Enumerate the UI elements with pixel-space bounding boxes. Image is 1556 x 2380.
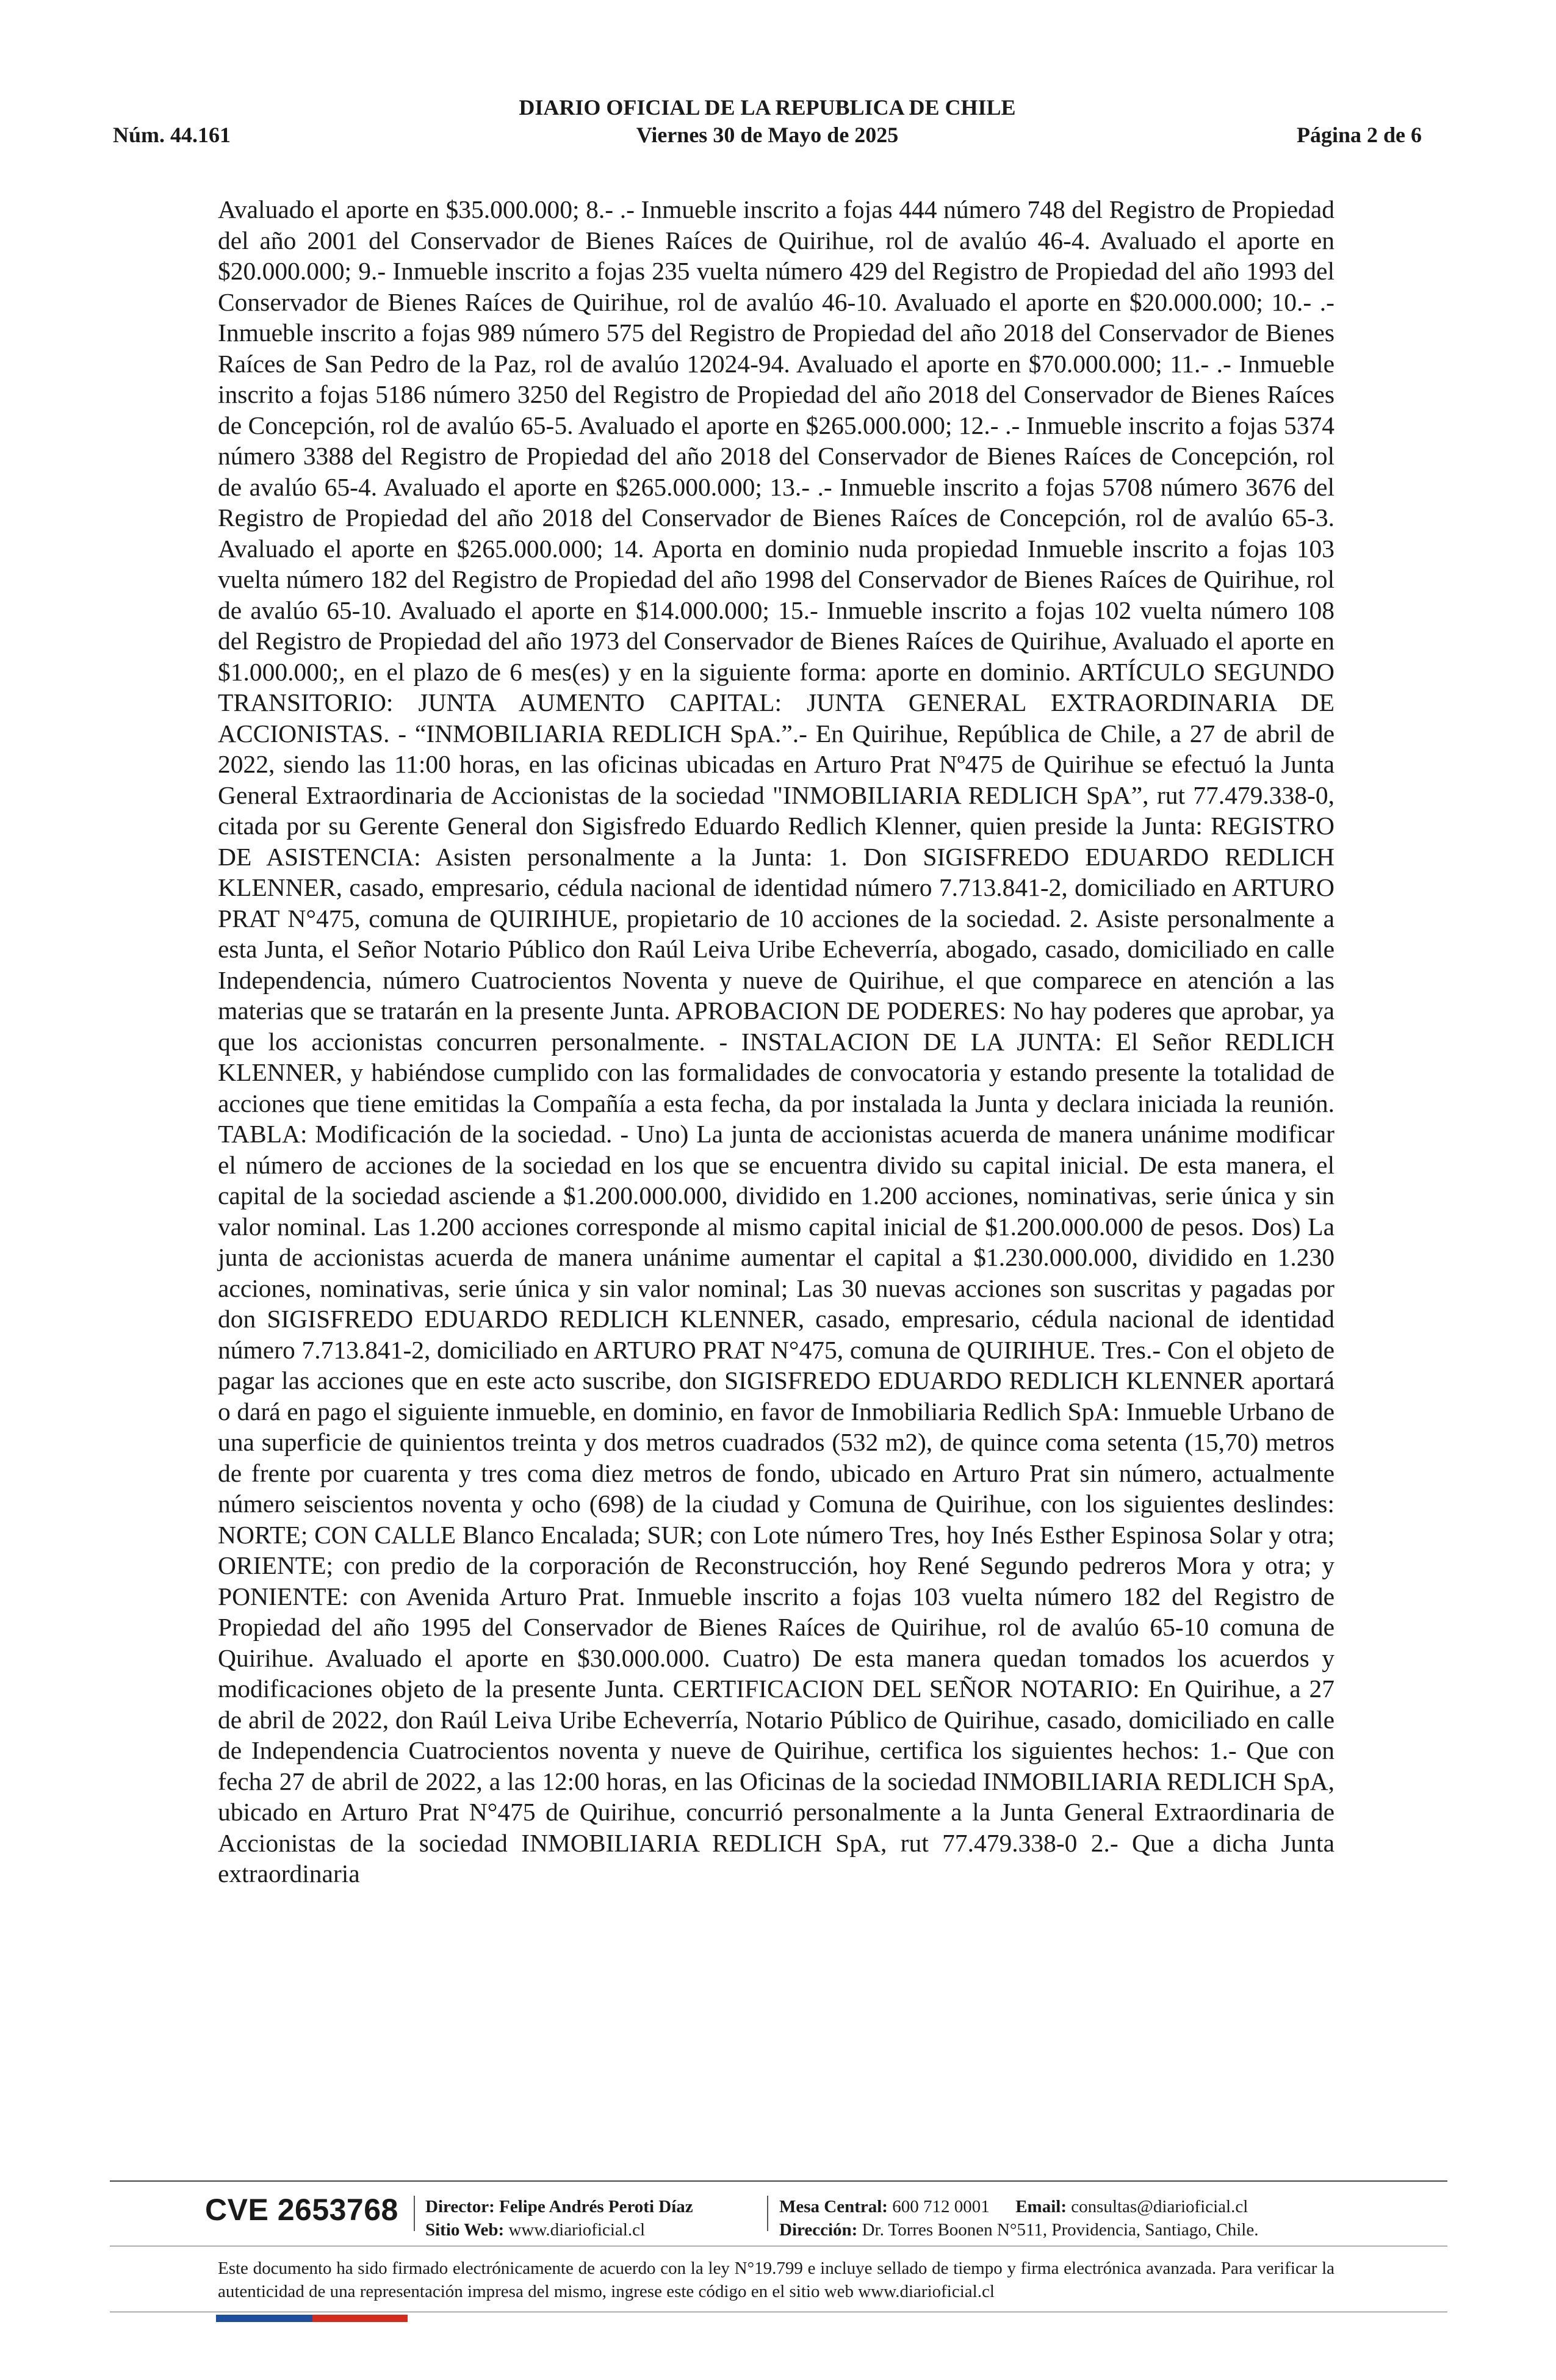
email-label: Email: (1015, 2197, 1067, 2216)
cve-code: CVE 2653768 (205, 2193, 398, 2227)
flag-red-segment (312, 2315, 408, 2322)
legal-notice: Este documento ha sido firmado electrónicamente de acuerdo con la ley N°19.799 e incluye sellado de tiempo y firma electrónica avanzada. Para verificar la autenticidad de una representación impresa del mismo, ingrese este código en el sitio web www.diarioficial.cl (218, 2259, 1334, 2301)
website-label: Sitio Web: (425, 2220, 505, 2240)
publication-date: Viernes 30 de Mayo de 2025 (636, 123, 899, 147)
address-label: Dirección: (779, 2220, 858, 2240)
footer-separator (414, 2196, 415, 2231)
website-link[interactable]: www.diarioficial.cl (508, 2220, 646, 2240)
publication-title: DIARIO OFICIAL DE LA REPUBLICA DE CHILE (519, 95, 1016, 120)
director-name: Felipe Andrés Peroti Díaz (499, 2197, 693, 2216)
footer-director-block (425, 2195, 693, 2241)
email-address[interactable]: consultas@diarioficial.cl (1071, 2197, 1248, 2216)
flag-stripe (216, 2315, 408, 2322)
issue-number: Núm. 44.161 (113, 123, 231, 147)
phone-label: Mesa Central: (779, 2197, 888, 2216)
page-header (113, 95, 1422, 150)
address-text: Dr. Torres Boonen N°511, Providencia, Santiago, Chile. (862, 2220, 1259, 2240)
footer-separator (767, 2196, 768, 2231)
page-indicator: Página 2 de 6 (1296, 123, 1422, 147)
phone-number: 600 712 0001 (892, 2197, 990, 2216)
footer-contact-block (779, 2195, 1258, 2241)
director-label: Director: (425, 2197, 495, 2216)
flag-blue-segment (216, 2315, 312, 2322)
footer-divider (110, 2180, 1447, 2182)
body-text: Avaluado el aporte en $35.000.000; 8.- .- Inmueble inscrito a fojas 444 número 748 del Registro de Propiedad del año 2001 del Conservador de Bienes Raíces de Quirihue, rol de avalúo 46-4. Avaluado el aporte en $20.000.000; 9.- Inmueble inscrito a fojas 235 vuelta número 429 del Registro de Propiedad del año 1993 del Conservador de Bienes Raíces de Quirihue, rol de avalúo 46-10. Avaluado el aporte en $20.000.000; 10.- .- Inmueble inscrito a fojas 989 número 575 del Registro de Propiedad del año 2018 del Conservador de Bienes Raíces de San Pedro de la Paz, rol de avalúo 12024-94. Avaluado el aporte en $70.000.000; 11.- .- Inmueble inscrito a fojas 5186 número 3250 del Registro de Propiedad del año 2018 del Conservador de Bienes Raíces de Concepción, rol de avalúo 65-5. Avaluado el aporte en $265.000.000; 12.- .- Inmueble inscrito a fojas 5374 número 3388 del Registro de Propiedad del año 2018 del Conservador de Bienes Raíces de Concepción, rol de avalúo 65-4. Avaluado el aporte en $265.000.000; 13.- .- Inmueble inscrito a fojas 5708 número 3676 del Registro de Propiedad del año 2018 del Conservador de Bienes Raíces de Concepción, rol de avalúo 65-3. Avaluado el aporte en $265.000.000; 14. Aporta en dominio nuda propiedad Inmueble inscrito a fojas 103 vuelta número 182 del Registro de Propiedad del año 1998 del Conservador de Bienes Raíces de Quirihue, rol de avalúo 65-10. Avaluado el aporte en $14.000.000; 15.- Inmueble inscrito a fojas 102 vuelta número 108 del Registro de Propiedad del año 1973 del Conservador de Bienes Raíces de Quirihue, Avaluado el aporte en $1.000.000;, en el plazo de 6 mes(es) y en la siguiente forma: aporte en dominio. ARTÍCULO SEGUNDO TRANSITORIO: JUNTA AUMENTO CAPITAL: JUNTA GENERAL EXTRAORDINARIA DE ACCIONISTAS. - “INMOBILIARIA REDLICH SpA.”.- En Quirihue, República de Chile, a 27 de abril de 2022, siendo las 11:00 horas, en las oficinas ubicadas en Arturo Prat Nº475 de Quirihue se efectuó la Junta General Extraordinaria de Accionistas de la sociedad "INMOBILIARIA REDLICH SpA”, rut 77.479.338-0, citada por su Gerente General don Sigisfredo Eduardo Redlich Klenner, quien preside la Junta: REGISTRO DE ASISTENCIA: Asisten personalmente a la Junta: 1. Don SIGISFREDO EDUARDO REDLICH KLENNER, casado, empresario, cédula nacional de identidad número 7.713.841-2, domiciliado en ARTURO PRAT N°475, comuna de QUIRIHUE, propietario de 10 acciones de la sociedad. 2. Asiste personalmente a esta Junta, el Señor Notario Público don Raúl Leiva Uribe Echeverría, abogado, casado, domiciliado en calle Independencia, número Cuatrocientos Noventa y nueve de Quirihue, el que comparece en atención a las materias que se tratarán en la presente Junta. APROBACION DE PODERES: No hay poderes que aprobar, ya que los accionistas concurren personalmente. - INSTALACION DE LA JUNTA: El Señor REDLICH KLENNER, y habiéndose cumplido con las formalidades de convocatoria y estando presente la totalidad de acciones que tiene emitidas la Compañía a esta fecha, da por instalada la Junta y declara iniciada la reunión. TABLA: Modificación de la sociedad. - Uno) La junta de accionistas acuerda de manera unánime modificar el número de acciones de la sociedad en los que se encuentra divido su capital inicial. De esta manera, el capital de la sociedad asciende a $1.200.000.000, dividido en 1.200 acciones, nominativas, serie única y sin valor nominal. Las 1.200 acciones corresponde al mismo capital inicial de $1.200.000.000 de pesos. Dos) La junta de accionistas acuerda de manera unánime aumentar el capital a $1.230.000.000, dividido en 1.230 acciones, nominativas, serie única y sin valor nominal; Las 30 nuevas acciones son suscritas y pagadas por don SIGISFREDO EDUARDO REDLICH KLENNER, casado, empresario, cédula nacional de identidad número 7.713.841-2, domiciliado en ARTURO PRAT N°475, comuna de QUIRIHUE. Tres.- Con el objeto de pagar las acciones que en este acto suscribe, don SIGISFREDO EDUARDO REDLICH KLENNER aportará o dará en pago el siguiente inmueble, en dominio, en favor de Inmobiliaria Redlich SpA: Inmueble Urbano de una superficie de quinientos treinta y dos metros cuadrados (532 m2), de quince coma setenta (15,70) metros de frente por cuarenta y tres coma diez metros de fondo, ubicado en Arturo Prat sin número, actualmente número seiscientos noventa y ocho (698) de la ciudad y Comuna de Quirihue, con los siguientes deslindes: NORTE; CON CALLE Blanco Encalada; SUR; con Lote número Tres, hoy Inés Esther Espinosa Solar y otra; ORIENTE; con predio de la corporación de Reconstrucción, hoy René Segundo pedreros Mora y otra; y PONIENTE: con Avenida Arturo Prat. Inmueble inscrito a fojas 103 vuelta número 182 del Registro de Propiedad del año 1995 del Conservador de Bienes Raíces de Quirihue, rol de avalúo 65-10 comuna de Quirihue. Avaluado el aporte en $30.000.000. Cuatro) De esta manera quedan tomados los acuerdos y modificaciones objeto de la presente Junta. CERTIFICACION DEL SEÑOR NOTARIO: En Quirihue, a 27 de abril de 2022, don Raúl Leiva Uribe Echeverría, Notario Público de Quirihue, casado, domiciliado en calle de Independencia Cuatrocientos noventa y nueve de Quirihue, certifica los siguientes hechos: 1.- Que con fecha 27 de abril de 2022, a las 12:00 horas, en las Oficinas de la sociedad INMOBILIARIA REDLICH SpA, ubicado en Arturo Prat N°475 de Quirihue, concurrió personalmente a la Junta General Extraordinaria de Accionistas de la sociedad INMOBILIARIA REDLICH SpA, rut 77.479.338-0 2.- Que a dicha Junta extraordinaria (218, 195, 1334, 1888)
